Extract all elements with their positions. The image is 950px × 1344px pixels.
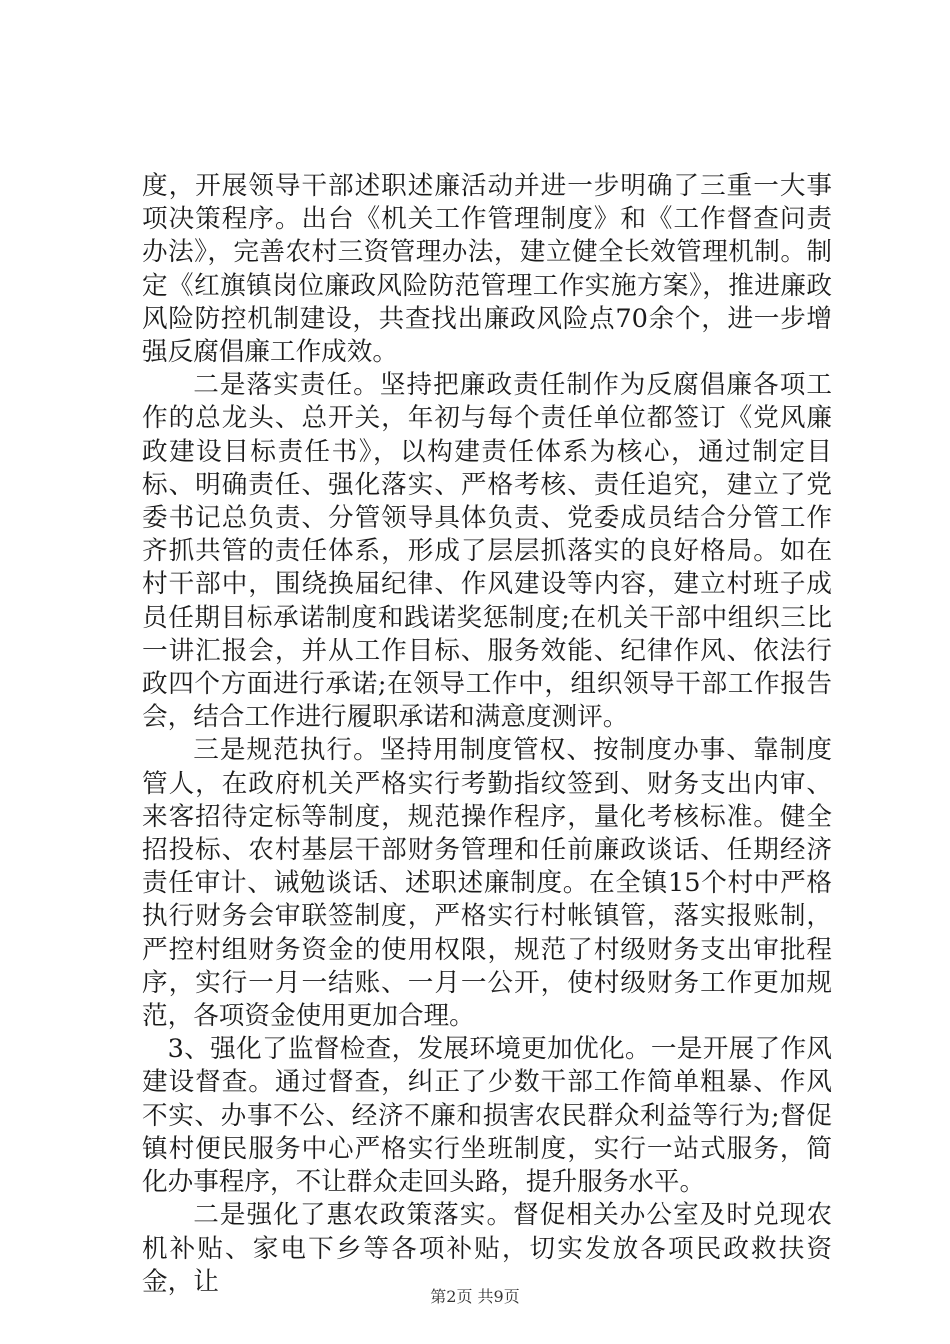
paragraph-standard-execution: 三是规范执行。坚持用制度管权、按制度办事、靠制度管人，在政府机关严格实行考勤指纹签到、财务支出内审、来客招待定标等制度，规范操作程序，量化考核标准。健全招投标、农村基层干部财务管理和任前廉政谈话、任期经济责任审计、诫勉谈话、述职述廉制度。在全镇15个村中严格执行财务会审联签制度，严格实行村帐镇管，落实报账制，严控村组财务资金的使用权限，规范了村级财务支出审批程序，实行一月一结账、一月一公开，使村级财务工作更加规范，各项资金使用更加合理。 xyxy=(142,735,832,1032)
paragraph-responsibility: 二是落实责任。坚持把廉政责任制作为反腐倡廉各项工作的总龙头、总开关，年初与每个责任单位都签订《党风廉政建设目标责任书》，以构建责任体系为核心，通过制定目标、明确责任、强化落实、严格考核、责任追究，建立了党委书记总负责、分管领导具体负责、党委成员结合分管工作齐抓共管的责任体系，形成了层层抓落实的良好格局。如在村干部中，围绕换届纪律、作风建设等内容，建立村班子成员任期目标承诺制度和践诺奖惩制度;在机关干部中组织三比一讲汇报会，并从工作目标、服务效能、纪律作风、依法行政四个方面进行承诺;在领导工作中，组织领导干部工作报告会，结合工作进行履职承诺和满意度测评。 xyxy=(142,370,832,733)
page-number-footer: 第2页 共9页 xyxy=(430,1287,520,1306)
paragraph-continuation: 度，开展领导干部述职述廉活动并进一步明确了三重一大事项决策程序。出台《机关工作管理制度》和《工作督查问责办法》，完善农村三资管理办法，建立健全长效管理机制。制定《红旗镇岗位廉政风险防范管理工作实施方案》，推进廉政风险防控机制建设，共查找出廉政风险点70余个，进一步增强反腐倡廉工作成效。 xyxy=(142,171,832,368)
paragraph-supervision: 3、强化了监督检查，发展环境更加优化。一是开展了作风建设督查。通过督查，纠正了少数干部工作简单粗暴、作风不实、办事不公、经济不廉和损害农民群众利益等行为;督促镇村便民服务中心严格实行坐班制度，实行一站式服务，简化办事程序，不让群众走回头路，提升服务水平。 xyxy=(142,1034,832,1198)
paragraph-policy: 二是强化了惠农政策落实。督促相关办公室及时兑现农机补贴、家电下乡等各项补贴，切实发放各项民政救扶资金，让 xyxy=(142,1200,832,1297)
document-body xyxy=(142,170,832,1299)
